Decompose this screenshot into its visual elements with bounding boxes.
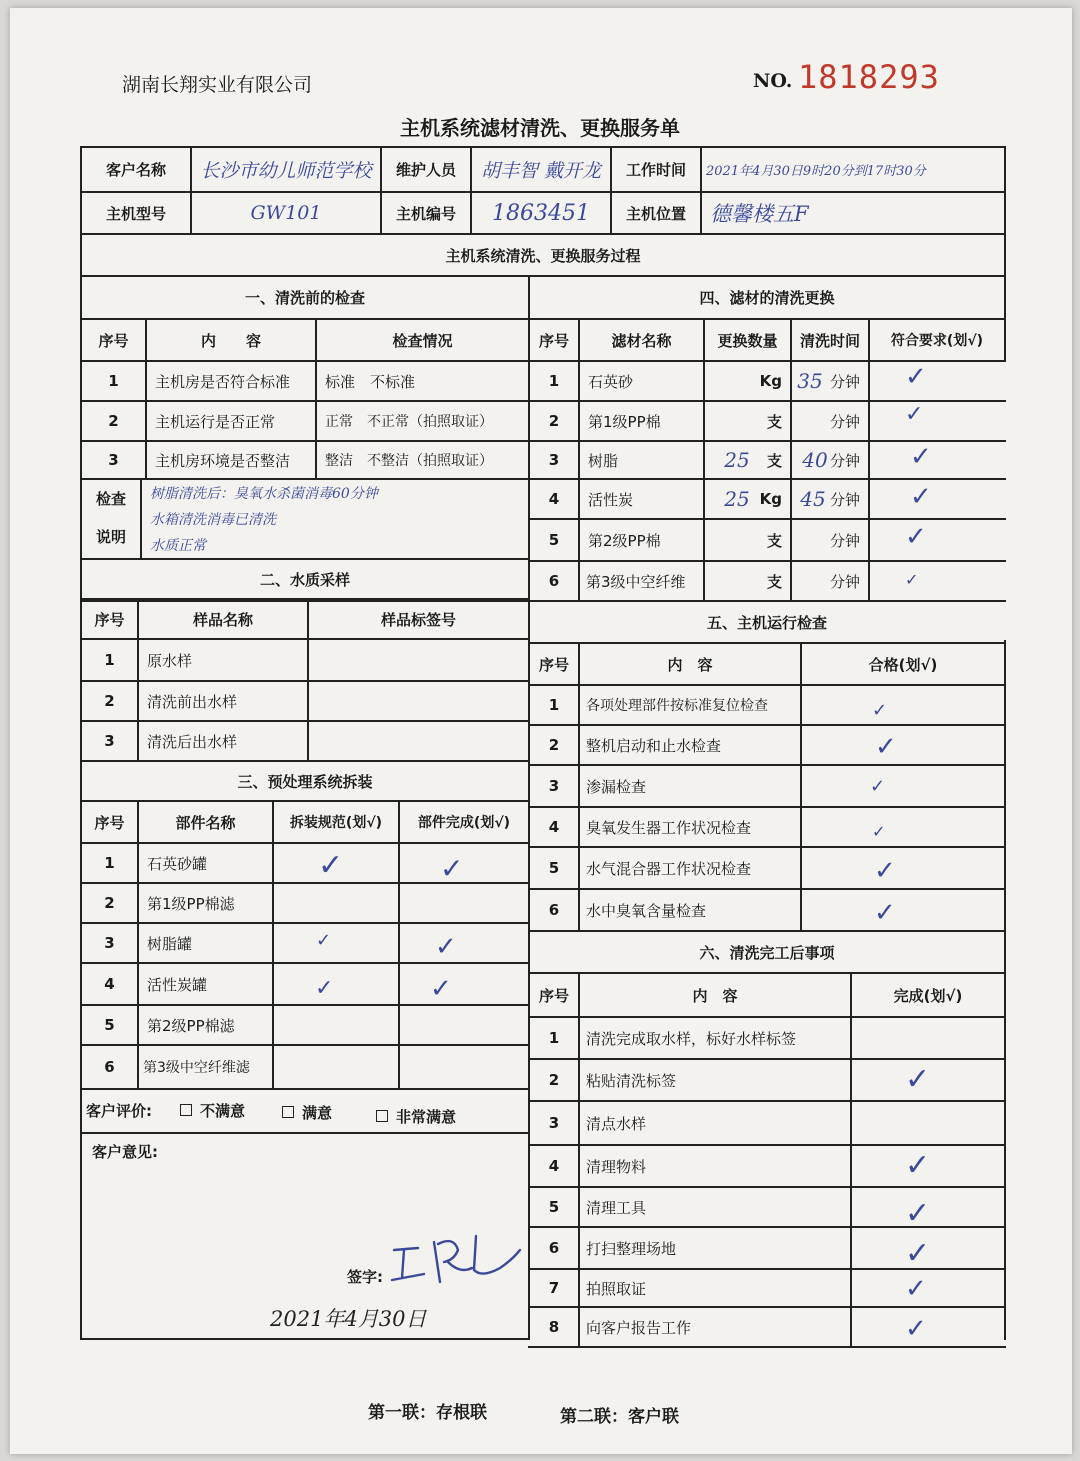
inspection-note-line: 水质正常 (150, 538, 206, 554)
s4-header-ok: 符合要求(划√) (890, 333, 984, 349)
checkmark-icon: ✓ (870, 776, 886, 797)
s6-row-no: 8 (548, 1318, 560, 1336)
s6-row-content: 清点水样 (586, 1114, 647, 1133)
s6-row-no: 1 (548, 1029, 560, 1047)
host-location-value: 德馨楼五F (710, 202, 809, 226)
s5-row-no: 4 (548, 818, 560, 836)
s6-header-content: 内 容 (692, 986, 738, 1005)
s4-row-name: 活性炭 (588, 490, 634, 509)
s4-row-time-unit: 分钟 (829, 531, 860, 550)
s1-row-status: 整洁 不整洁（拍照取证） (325, 453, 493, 469)
s4-row-time: 45 (800, 487, 826, 511)
checkmark-icon: ✓ (905, 570, 919, 589)
customer-opinion-label: 客户意见: (92, 1142, 158, 1161)
signature (388, 1220, 528, 1290)
s3-row-name: 第1级PP棉滤 (147, 894, 235, 913)
s5-row-content: 水气混合器工作状况检查 (586, 859, 752, 878)
checkbox-icon[interactable] (180, 1104, 192, 1116)
s4-row-unit: Kg (759, 490, 782, 508)
s6-row-no: 6 (548, 1239, 560, 1257)
s4-row-qty: 25 (724, 487, 750, 511)
signature-date: 2021年4月30日 (270, 1307, 427, 1331)
checkmark-icon: ✓ (316, 930, 332, 951)
s4-header-time: 清洗时间 (799, 331, 860, 350)
s5-header-content: 内 容 (667, 655, 713, 674)
s3-row-name: 第2级PP棉滤 (147, 1016, 235, 1035)
s4-row-no: 1 (548, 372, 560, 390)
s4-row-unit: 支 (766, 412, 782, 431)
company-name: 湖南长翔实业有限公司 (122, 74, 313, 96)
checkmark-icon: ✓ (905, 1314, 927, 1344)
s4-row-time-unit: 分钟 (829, 412, 860, 431)
s1-row-status: 标准 不标准 (325, 372, 416, 391)
checkbox-icon[interactable] (376, 1110, 388, 1122)
s6-row-content: 清理物料 (586, 1157, 647, 1176)
s4-row-unit: 支 (766, 531, 782, 550)
checkmark-icon: ✓ (905, 1236, 931, 1271)
checkbox-icon[interactable] (282, 1106, 294, 1118)
s2-row-name: 清洗前出水样 (147, 692, 238, 711)
s6-row-no: 4 (548, 1157, 560, 1175)
s3-row-no: 6 (104, 1058, 115, 1076)
checkmark-icon: ✓ (905, 1148, 931, 1183)
checkmark-icon: ✓ (905, 402, 924, 427)
rating-option-satisfied[interactable] (282, 1098, 362, 1126)
s5-row-no: 2 (548, 736, 560, 754)
s2-header-no: 序号 (94, 610, 125, 629)
s5-header-ok: 合格(划√) (868, 655, 938, 674)
s6-row-no: 7 (548, 1279, 560, 1297)
host-location-label: 主机位置 (625, 204, 686, 223)
s4-header-name: 滤材名称 (611, 331, 672, 350)
s5-row-content: 臭氧发生器工作状况检查 (586, 818, 752, 837)
s1-row-content: 主机房环境是否整洁 (155, 451, 291, 470)
s1-header-content: 内 容 (200, 331, 261, 350)
rating-option-label: 非常满意 (396, 1107, 457, 1126)
s2-title: 二、水质采样 (259, 570, 350, 589)
checkmark-icon: ✓ (905, 522, 927, 552)
s5-row-no: 6 (548, 901, 560, 919)
document-title: 主机系统滤材清洗、更换服务单 (400, 116, 680, 140)
s4-row-name: 树脂 (588, 451, 619, 470)
s6-row-content: 拍照取证 (586, 1279, 647, 1298)
s4-row-no: 2 (548, 412, 560, 430)
s4-row-unit: 支 (766, 572, 782, 591)
s1-row-no: 3 (108, 451, 119, 469)
s1-title: 一、清洗前的检查 (244, 289, 365, 307)
s5-row-no: 3 (548, 777, 560, 795)
s4-row-qty: 25 (724, 448, 750, 472)
s4-row-name: 第1级PP棉 (588, 412, 661, 431)
s2-header-tag: 样品标签号 (380, 610, 456, 629)
s2-row-no: 2 (104, 692, 115, 710)
s4-row-time: 40 (802, 448, 828, 472)
s2-header-name: 样品名称 (192, 610, 253, 629)
maintenance-staff-label: 维护人员 (395, 161, 456, 179)
s6-header-no: 序号 (538, 986, 569, 1005)
s3-row-no: 2 (104, 894, 115, 912)
rating-option-label: 满意 (302, 1103, 333, 1122)
s6-header-done: 完成(划√) (893, 986, 963, 1005)
checkmark-icon: ✓ (435, 932, 457, 962)
s3-row-name: 树脂罐 (147, 934, 193, 953)
s6-row-no: 5 (548, 1198, 560, 1216)
serial-number-label: NO. (753, 70, 793, 92)
s4-row-no: 3 (548, 451, 560, 469)
s4-row-name: 第3级中空纤维 (586, 572, 686, 591)
checkmark-icon: ✓ (440, 852, 464, 885)
s4-row-no: 4 (548, 490, 560, 508)
s4-row-name: 第2级PP棉 (588, 531, 661, 550)
s4-row-time-unit: 分钟 (829, 572, 860, 591)
signature-label: 签字: (347, 1267, 383, 1286)
rating-option-dissatisfied[interactable] (180, 1096, 280, 1124)
rating-option-very-satisfied[interactable] (376, 1102, 486, 1130)
s1-row-status: 正常 不正常（拍照取证） (325, 414, 493, 430)
customer-rating-label: 客户评价: (86, 1101, 152, 1120)
s6-title: 六、清洗完工后事项 (699, 943, 835, 962)
host-serial-value: 1863451 (492, 200, 590, 226)
s4-row-time: 35 (797, 369, 823, 393)
s4-title: 四、滤材的清洗更换 (699, 289, 835, 307)
inspection-note-label: 检查 (95, 489, 126, 508)
s6-row-no: 2 (548, 1071, 560, 1089)
s1-row-content: 主机房是否符合标准 (155, 372, 291, 391)
s5-title: 五、主机运行检查 (706, 613, 827, 632)
s3-row-name: 第3级中空纤维滤 (143, 1060, 250, 1076)
checkmark-icon: ✓ (874, 898, 896, 928)
s5-header-no: 序号 (538, 655, 569, 674)
work-time-value: 2021年4月30日9时20分到17时30分 (706, 164, 926, 179)
copy-label-customer: 第二联：客户联 (560, 1407, 679, 1427)
serial-number: 1818293 (798, 58, 940, 96)
s3-header-spec: 拆装规范(划√) (289, 815, 383, 831)
s5-row-no: 1 (548, 696, 560, 714)
s1-row-no: 2 (108, 412, 119, 430)
s3-row-no: 5 (104, 1016, 115, 1034)
host-model-label: 主机型号 (105, 204, 166, 223)
s3-header-name: 部件名称 (175, 813, 236, 832)
checkmark-icon: ✓ (318, 848, 344, 883)
s3-title: 三、预处理系统拆装 (237, 772, 373, 791)
s4-row-unit: 支 (766, 451, 782, 470)
checkmark-icon: ✓ (905, 1274, 927, 1304)
customer-name-label: 客户名称 (105, 161, 166, 179)
s2-row-name: 清洗后出水样 (147, 732, 238, 751)
maintenance-staff-value: 胡丰智 戴开龙 (480, 160, 602, 182)
s6-row-no: 3 (548, 1114, 560, 1132)
checkmark-icon: ✓ (910, 442, 932, 472)
s4-row-no: 6 (548, 572, 560, 590)
rating-option-label: 不满意 (200, 1101, 246, 1120)
checkmark-icon: ✓ (872, 700, 888, 721)
s3-row-no: 4 (104, 975, 115, 993)
checkmark-icon: ✓ (905, 1062, 931, 1097)
s2-row-no: 1 (104, 651, 115, 669)
s5-row-no: 5 (548, 859, 560, 877)
checkmark-icon: ✓ (875, 732, 897, 762)
s6-row-content: 清理工具 (586, 1198, 647, 1217)
customer-name-value: 长沙市幼儿师范学校 (200, 160, 372, 182)
s6-row-content: 向客户报告工作 (586, 1318, 692, 1337)
copy-label-stub: 第一联：存根联 (368, 1403, 487, 1423)
s4-header-qty: 更换数量 (717, 331, 778, 350)
inspection-note-line: 树脂清洗后：臭氧水杀菌消毒60分钟 (150, 486, 378, 502)
s5-row-content: 整机启动和止水检查 (586, 736, 722, 755)
signature-mark (388, 1220, 528, 1290)
s4-header-no: 序号 (538, 331, 569, 350)
checkmark-icon: ✓ (430, 974, 452, 1004)
s3-row-no: 1 (104, 854, 115, 872)
host-model-value: GW101 (250, 202, 322, 224)
checkmark-icon: ✓ (872, 822, 886, 841)
host-serial-label: 主机编号 (395, 204, 456, 223)
s6-row-content: 清洗完成取水样，标好水样标签 (586, 1029, 797, 1048)
checkmark-icon: ✓ (315, 976, 334, 1001)
s4-row-time-unit: 分钟 (829, 372, 860, 391)
s1-header-no: 序号 (98, 331, 129, 350)
s4-row-no: 5 (548, 531, 560, 549)
inspection-note-line: 水箱清洗消毒已清洗 (150, 512, 276, 528)
s1-header-status: 检查情况 (392, 331, 453, 350)
checkmark-icon: ✓ (910, 482, 932, 512)
process-title: 主机系统清洗、更换服务过程 (445, 246, 641, 265)
s4-row-time-unit: 分钟 (829, 490, 860, 509)
s3-row-name: 石英砂罐 (147, 854, 208, 873)
work-time-label: 工作时间 (625, 161, 686, 179)
s4-row-name: 石英砂 (588, 372, 634, 391)
s4-row-unit: Kg (759, 372, 782, 390)
s5-row-content: 渗漏检查 (586, 777, 647, 796)
s6-row-content: 粘贴清洗标签 (586, 1071, 677, 1090)
s4-row-time-unit: 分钟 (829, 451, 860, 470)
s5-row-content: 各项处理部件按标准复位检查 (586, 698, 768, 714)
s1-row-no: 1 (108, 372, 119, 390)
s3-row-name: 活性炭罐 (147, 975, 208, 994)
s5-row-content: 水中臭氧含量检查 (586, 901, 707, 920)
checkmark-icon: ✓ (874, 856, 896, 886)
s6-row-content: 打扫整理场地 (586, 1239, 677, 1258)
s2-row-no: 3 (104, 732, 115, 750)
inspection-note-label: 说明 (95, 527, 126, 546)
checkmark-icon: ✓ (905, 362, 927, 392)
s2-row-name: 原水样 (147, 651, 193, 670)
s3-header-no: 序号 (94, 813, 125, 832)
s1-row-content: 主机运行是否正常 (155, 412, 276, 431)
s3-row-no: 3 (104, 934, 115, 952)
checkmark-icon: ✓ (905, 1196, 931, 1231)
s3-header-done: 部件完成(划√) (417, 815, 511, 831)
